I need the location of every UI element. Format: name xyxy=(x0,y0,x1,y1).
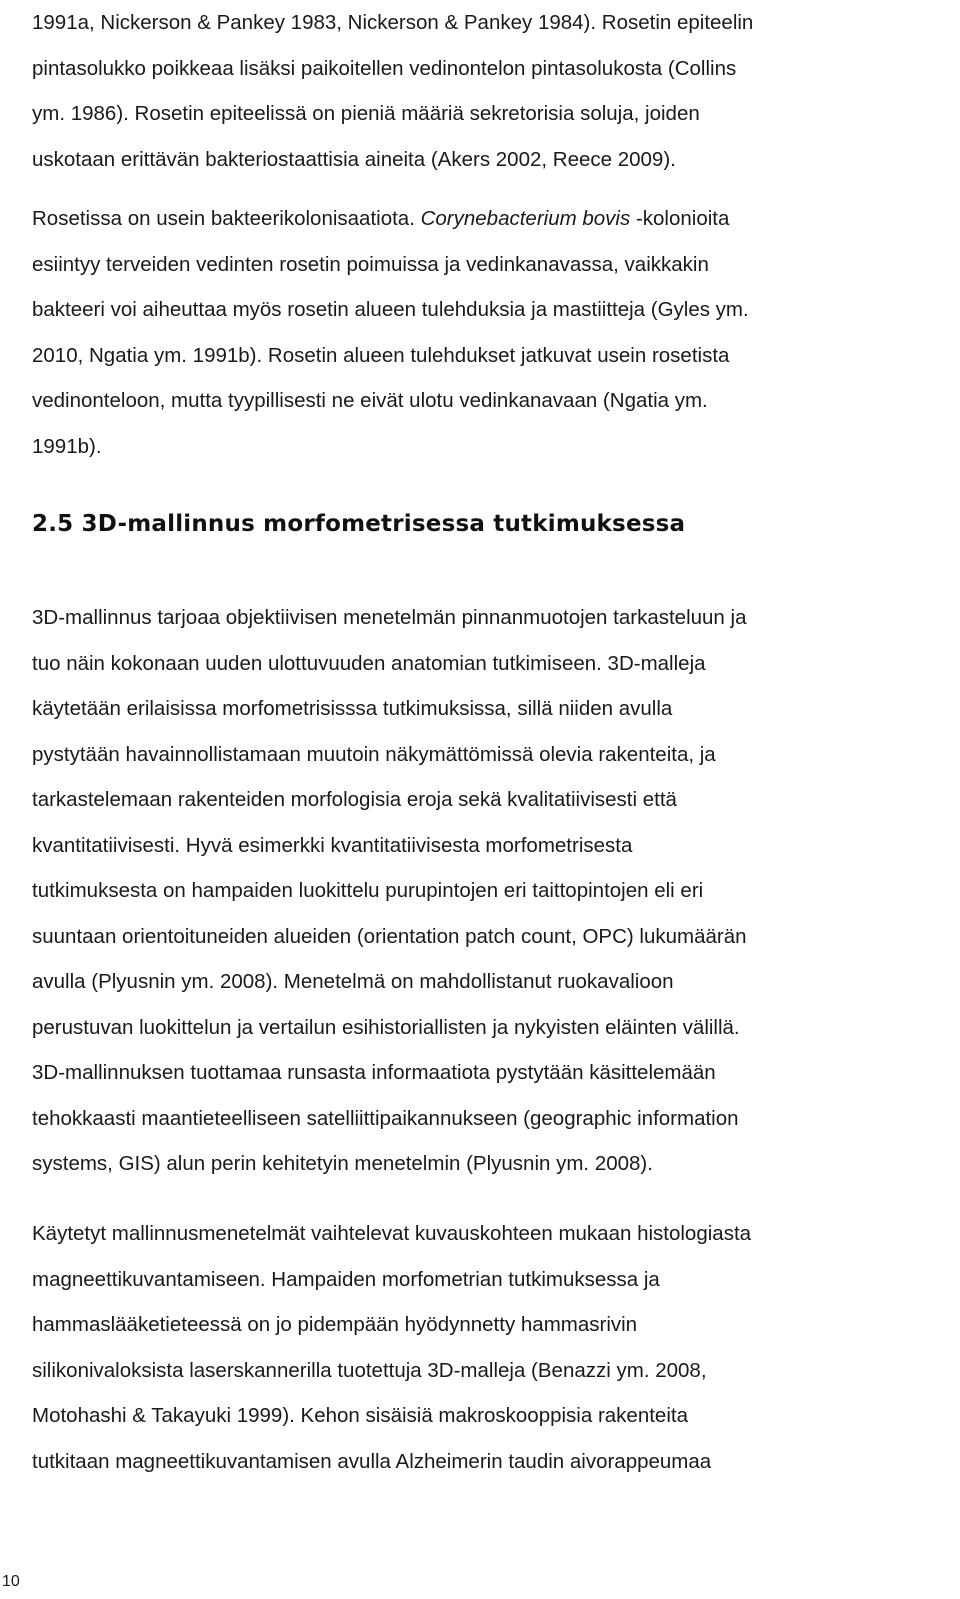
text-line: pintasolukko poikkeaa lisäksi paikoitellen vedinontelon pintasolukosta (Collins xyxy=(32,56,737,80)
text-line: 1991a, Nickerson & Pankey 1983, Nickerson & Pankey 1984). Rosetin epiteelin xyxy=(32,11,754,34)
text-line: Käytetyt mallinnusmenetelmät vaihtelevat kuvauskohteen mukaan histologiasta xyxy=(32,1222,752,1245)
paragraph-3d-modelling xyxy=(32,595,942,1187)
text-line: magneettikuvantamiseen. Hampaiden morfometrian tutkimuksessa ja xyxy=(32,1267,660,1291)
text-line: 3D-mallinnuksen tuottamaa runsasta informaatiota pystytään käsittelemään xyxy=(32,1061,716,1084)
species-name: Corynebacterium bovis xyxy=(420,207,631,230)
section-heading: 2.5 3D-mallinnus morfometrisessa tutkimuksessa xyxy=(32,511,686,537)
text-line: ym. 1986). Rosetin epiteelissä on pieniä määriä sekretorisia soluja, joiden xyxy=(32,102,700,125)
text-run: -kolonioita xyxy=(630,207,730,230)
text-line: pystytään havainnollistamaan muutoin näkymättömissä olevia rakenteita, ja xyxy=(32,742,716,766)
text-line xyxy=(32,196,942,242)
text-line: hammaslääketieteessä on jo pidempään hyödynnetty hammasrivin xyxy=(32,1313,638,1336)
text-line: tutkitaan magneettikuvantamisen avulla Alzheimerin taudin aivorappeumaa xyxy=(32,1449,712,1473)
text-line: silikonivaloksista laserskannerilla tuotettuja 3D-malleja (Benazzi ym. 2008, xyxy=(32,1358,707,1382)
paragraph-modelling-methods xyxy=(32,1211,942,1484)
text-line: tehokkaasti maantieteelliseen satelliittipaikannukseen (geographic information xyxy=(32,1106,739,1130)
text-line: 3D-mallinnus tarjoaa objektiivisen menetelmän pinnanmuotojen tarkasteluun ja xyxy=(32,606,747,629)
text-line: käytetään erilaisissa morfometrisisssa tutkimuksissa, sillä niiden avulla xyxy=(32,697,673,720)
text-line: 2010, Ngatia ym. 1991b). Rosetin alueen tulehdukset jatkuvat usein rosetista xyxy=(32,343,730,367)
paragraph-bacterial-colonization xyxy=(32,196,942,469)
text-run: Rosetissa on usein bakteerikolonisaatiota. xyxy=(32,207,421,230)
text-line: esiintyy terveiden vedinten rosetin poimuissa ja vedinkanavassa, vaikkakin xyxy=(32,252,709,276)
text-line: tarkastelemaan rakenteiden morfologisia eroja sekä kvalitatiivisesti että xyxy=(32,788,677,811)
text-line: uskotaan erittävän bakteriostaattisia aineita (Akers 2002, Reece 2009). xyxy=(32,147,676,171)
text-line: tuo näin kokonaan uuden ulottuvuuden anatomian tutkimiseen. 3D-malleja xyxy=(32,651,706,675)
text-line: suuntaan orientoituneiden alueiden (orientation patch count, OPC) lukumäärän xyxy=(32,924,747,948)
text-line: 1991b). xyxy=(32,434,102,458)
text-line: systems, GIS) alun perin kehitetyin menetelmin (Plyusnin ym. 2008). xyxy=(32,1152,653,1175)
paragraph-anatomy-epithelium xyxy=(32,0,942,182)
text-line: bakteeri voi aiheuttaa myös rosetin alueen tulehduksia ja mastiitteja (Gyles ym. xyxy=(32,298,749,321)
text-line: tutkimuksesta on hampaiden luokittelu purupintojen eri taittopintojen eli eri xyxy=(32,879,704,902)
page-number: 10 xyxy=(2,1573,20,1590)
text-line: vedinonteloon, mutta tyypillisesti ne eivät ulotu vedinkanavaan (Ngatia ym. xyxy=(32,389,708,412)
text-line: Motohashi & Takayuki 1999). Kehon sisäisiä makroskooppisia rakenteita xyxy=(32,1404,688,1427)
text-line: avulla (Plyusnin ym. 2008). Menetelmä on mahdollistanut ruokavalioon xyxy=(32,970,674,993)
text-line: kvantitatiivisesti. Hyvä esimerkki kvantitatiivisesta morfometrisesta xyxy=(32,833,633,857)
text-line: perustuvan luokittelun ja vertailun esihistoriallisten ja nykyisten eläinten välillä. xyxy=(32,1015,740,1039)
